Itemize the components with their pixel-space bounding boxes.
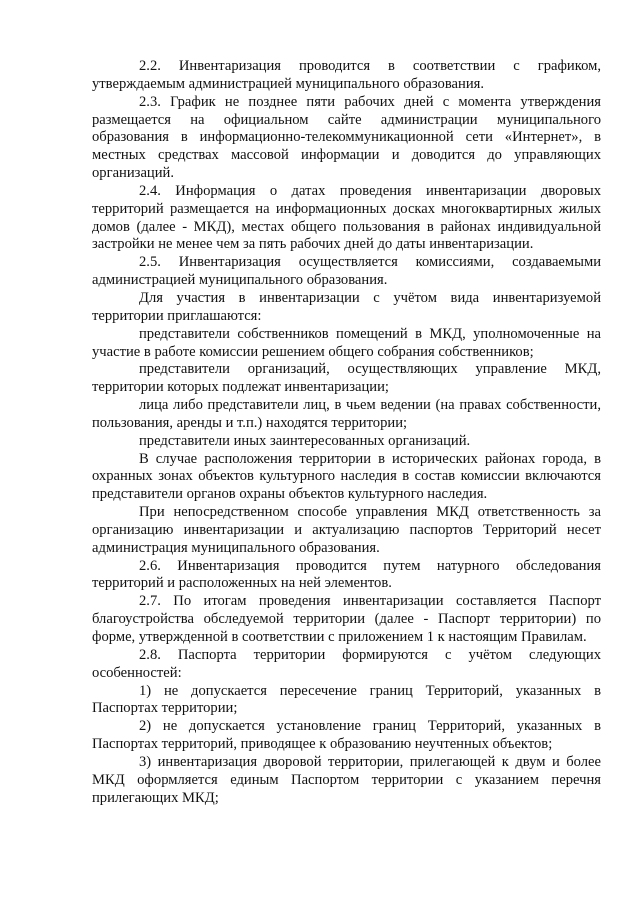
paragraph-direct-management: При непосредственном способе управления МКД ответственность за организацию инвентаризации и актуализацию паспортов Территорий несет администрация муниципального образования.: [92, 504, 601, 556]
paragraph-other-organizations: представители иных заинтересованных организаций.: [139, 432, 471, 449]
paragraph-management-organizations: представители организаций, осуществляющих управление МКД, территории которых подлежат инвентаризации;: [92, 361, 601, 396]
paragraph-2-4: 2.4. Информация о датах проведения инвентаризации дворовых территорий размещается на информационных досках многоквартирных жилых домов (далее - МКД), местах общего пользования в районах индивидуальной застройки не менее чем за пять рабочих дней до даты инвентаризации.: [92, 182, 601, 253]
paragraph-2-5: 2.5. Инвентаризация осуществляется комиссиями, создаваемыми администрацией муниципального образования.: [92, 254, 601, 289]
paragraph-item-3: 3) инвентаризация дворовой территории, прилегающей к двум и более МКД оформляется единым Паспортом территории с указанием перечня прилегающих МКД;: [92, 753, 601, 806]
paragraph-2-6: 2.6. Инвентаризация проводится путем натурного обследования территорий и расположенных на ней элементов.: [92, 557, 601, 592]
paragraph-2-3: 2.3. График не позднее пяти рабочих дней с момента утверждения размещается на официальном сайте администрации муниципального образования в информационно-телекоммуникационной сети «Интернет», в местных средствах массовой информации и доводится до управляющих организаций.: [92, 93, 601, 182]
paragraph-participants-intro: Для участия в инвентаризации с учётом вида инвентаризуемой территории приглашаются:: [92, 289, 601, 324]
paragraph-item-1: 1) не допускается пересечение границ Территорий, указанных в Паспортах территории;: [92, 682, 601, 717]
paragraph-2-8: 2.8. Паспорта территории формируются с учётом следующих особенностей:: [92, 646, 601, 681]
paragraph-historic-districts: В случае расположения территории в исторических районах города, в охранных зонах объектов культурного наследия в состав комиссии включаются представители органов охраны объектов культурного наследия.: [92, 450, 601, 503]
paragraph-item-2: 2) не допускается установление границ Территорий, указанных в Паспортах территорий, приводящее к образованию неучтенных объектов;: [92, 718, 601, 753]
paragraph-owners-representatives: представители собственников помещений в МКД, уполномоченные на участие в работе комиссии решением общего собрания собственников;: [92, 325, 601, 360]
document-page: [92, 58, 601, 807]
paragraph-persons-in-charge: лица либо представители лиц, в чьем ведении (на правах собственности, пользования, аренды и т.п.) находятся территории;: [92, 397, 601, 431]
paragraph-2-7: 2.7. По итогам проведения инвентаризации составляется Паспорт благоустройства обследуемой территории (далее - Паспорт территории) по форме, утвержденной в соответствии с приложением 1 к настоящим Правилам.: [92, 593, 601, 645]
paragraph-2-2: 2.2. Инвентаризация проводится в соответствии с графиком, утверждаемым администрацией муниципального образования.: [92, 58, 601, 92]
